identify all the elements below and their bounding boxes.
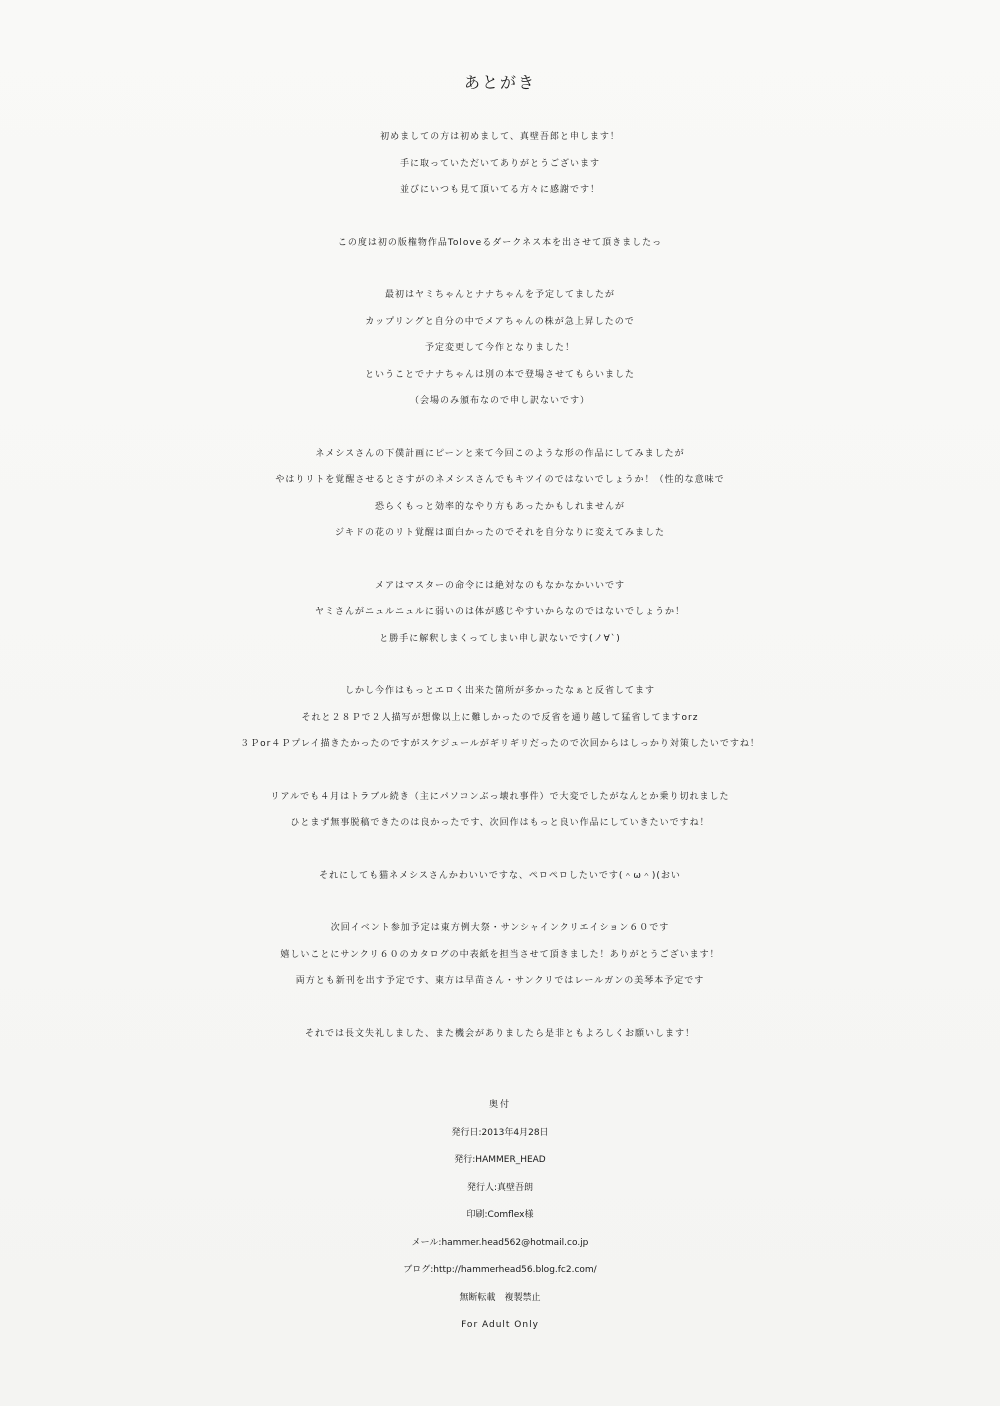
paragraph-events [0, 915, 1000, 995]
text-line: この度は初の版権物作品Toloveるダークネス本を出させて頂きましたっ [337, 237, 663, 248]
colophon-title: 奥付 [488, 1100, 511, 1110]
paragraph-cat [0, 863, 1000, 890]
text-line: ３Ｐor４Ｐプレイ描きたかったのですがスケジュールがギリギリだったので次回からはしっかり対策したいですね！ [240, 739, 760, 749]
paragraph-plan [0, 282, 1000, 415]
text-line: それでは長文失礼しました、また機会がありましたら是非ともよろしくお願いします！ [304, 1028, 695, 1039]
text-line: それにしても猫ネメシスさんかわいいですな、ペロペロしたいです(＾ω＾)(おい [319, 870, 681, 881]
text-line: それと２８Ｐで２人描写が想像以上に難しかったので反省を通り越して猛省してますorz [301, 712, 699, 723]
text-line: メアはマスターの命令には絶対なのもなかなかいいです [374, 580, 625, 591]
issuer: 発行人:真壁吾朗 [466, 1182, 534, 1193]
printer: 印刷:Comflex様 [466, 1210, 534, 1220]
text-line: 嬉しいことにサンクリ６０のカタログの中表紙を担当させて頂きました！ありがとうございます！ [280, 949, 720, 960]
text-line: 初めましての方は初めまして、真壁吾郎と申します！ [380, 132, 620, 142]
text-line: ネメシスさんの下僕計画にピーンと来て今回このような形の作品にしてみましたが [315, 448, 685, 459]
paragraph-closing [0, 1021, 1000, 1048]
text-line: 両方とも新刊を出す予定です、東方は早苗さん・サンクリではレールガンの美琴本予定です [295, 976, 705, 986]
text-line: 並びにいつも見て頂いてる方々に感謝です！ [399, 185, 600, 195]
text-line: 次回イベント参加予定は東方例大祭・サンシャインクリエイション６０です [330, 923, 670, 933]
text-line: （会場のみ頒布なので申し訳ないです） [409, 396, 590, 406]
text-line: 恐らくもっと効率的なやり方もあったかもしれませんが [375, 501, 625, 512]
blog-url: ブログ:http://hammerhead56.blog.fc2.com/ [403, 1265, 597, 1275]
text-line: ということでナナちゃんは別の本で登場させてもらいました [364, 369, 635, 380]
issue-date: 発行日:2013年4月28日 [451, 1127, 549, 1138]
text-line: ジキドの花のリト覚醒は面白かったのでそれを自分なりに変えてみました [334, 528, 665, 538]
text-line: と勝手に解釈しまくってしまい申し訳ないです(ノ∀`) [379, 633, 621, 644]
paragraph-nemesis [0, 441, 1000, 547]
afterword-title: あとがき [463, 73, 536, 92]
paragraph-work [0, 230, 1000, 257]
colophon-section [0, 1092, 1000, 1340]
paragraph-greeting [0, 124, 1000, 204]
text-line: ヤミさんがニュルニュルに弱いのは体が感じやすいからなのではないでしょうか！ [314, 607, 685, 617]
paragraph-reflection [0, 678, 1000, 758]
text-line: 最初はヤミちゃんとナナちゃんを予定してましたが [384, 290, 615, 300]
paragraph-real-life [0, 784, 1000, 837]
text-line: しかし今作はもっとエロく出来た箇所が多かったなぁと反省してます [344, 686, 655, 696]
text-line: 手に取っていただいてありがとうございます [399, 158, 600, 169]
text-line: リアルでも４月はトラブル続き（主にパソコンぶっ壊れ事件）で大変でしたがなんとか乗り切れました [270, 791, 730, 802]
publisher: 発行:HAMMER_HEAD [454, 1155, 546, 1165]
text-line: ひとまず無事脱稿できたのは良かったです、次回作はもっと良い作品にしていきたいですね！ [290, 818, 710, 828]
paragraph-mea [0, 573, 1000, 653]
text-line: やはりリトを覚醒させるとさすがのネメシスさんでもキツイのではないでしょうか！（性的な意味で [275, 475, 725, 485]
afterword-section [0, 68, 1000, 1073]
adult-notice: For Adult Only [461, 1320, 539, 1330]
email-contact: メール:hammer.head562@hotmail.co.jp [411, 1237, 589, 1248]
text-line: 予定変更して今作となりました！ [424, 343, 575, 353]
copy-notice: 無断転載 複製禁止 [459, 1292, 541, 1303]
text-line: カップリングと自分の中でメアちゃんの株が急上昇したので [365, 316, 635, 327]
